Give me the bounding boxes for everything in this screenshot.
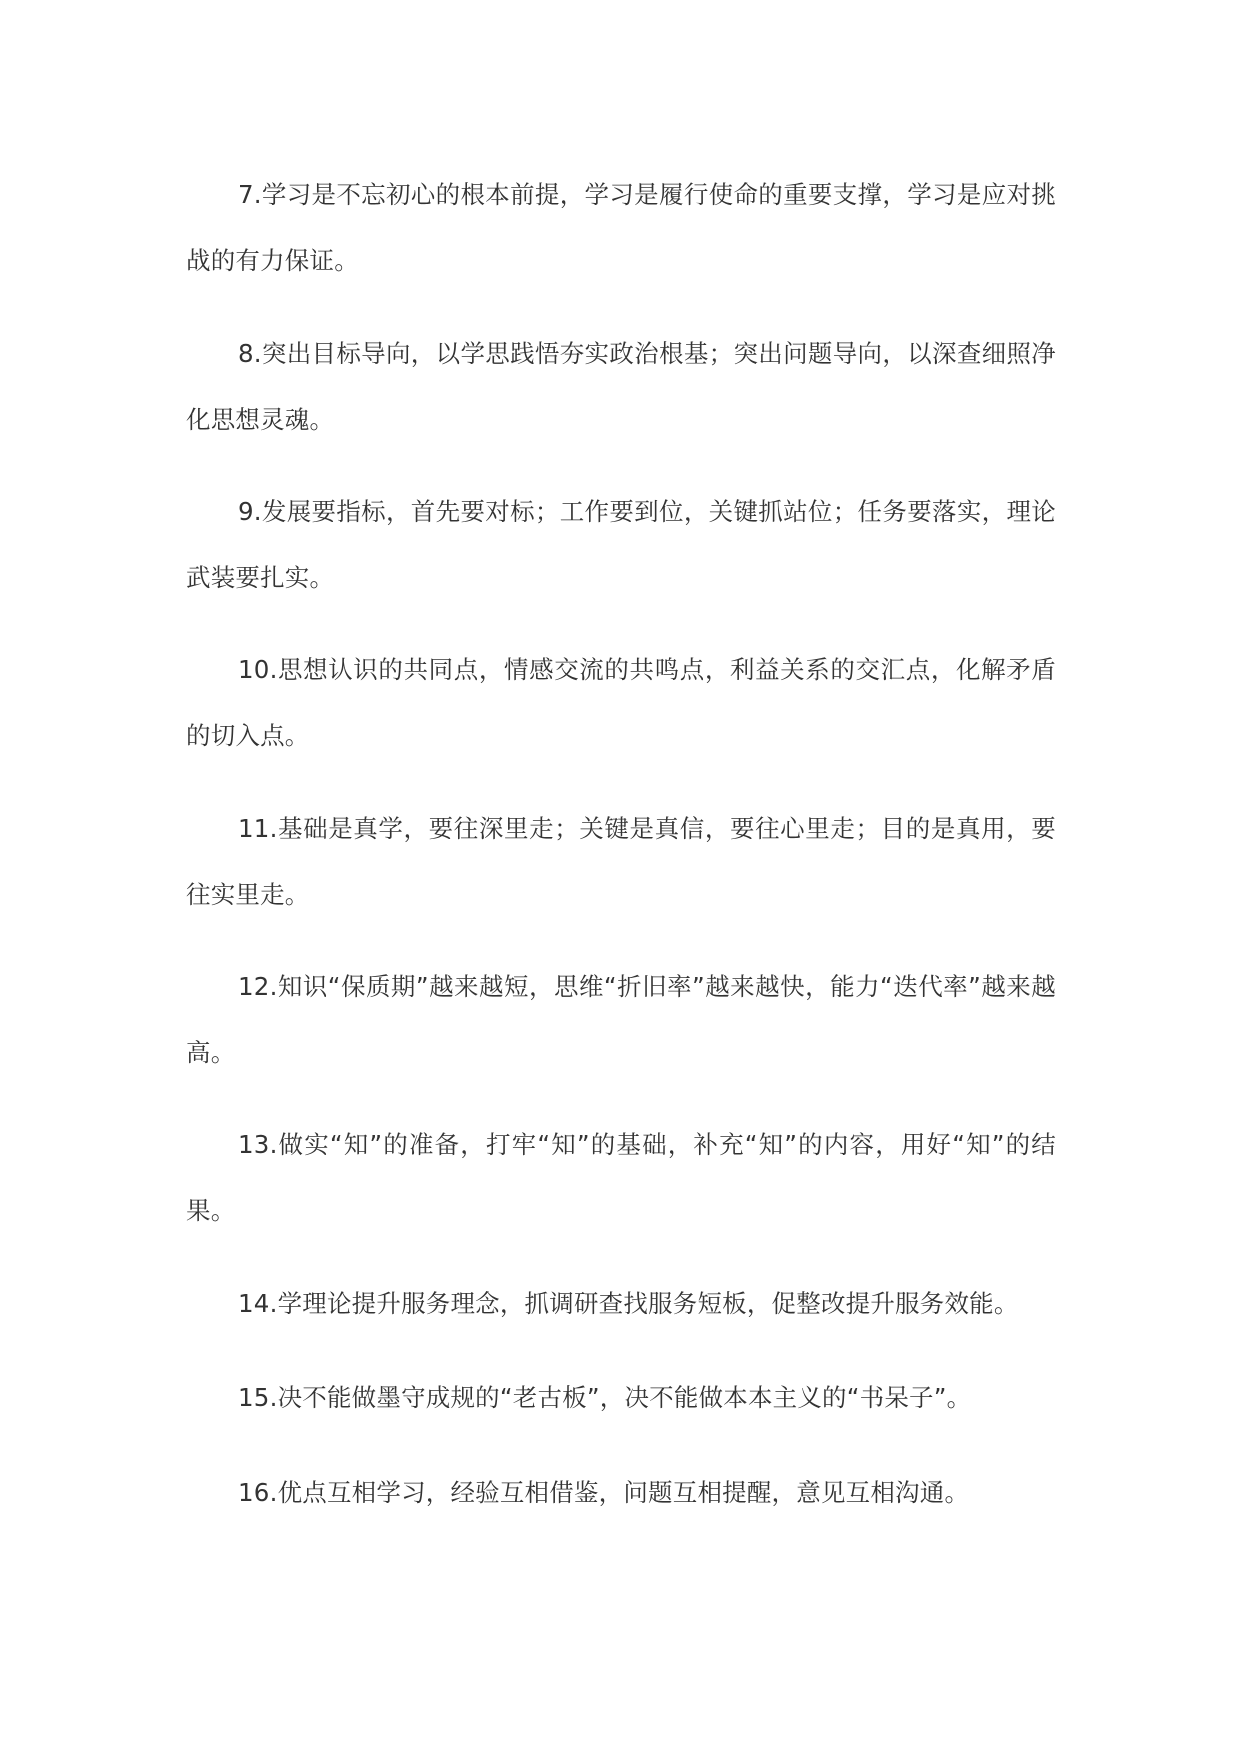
paragraph-item-15: 15.决不能做墨守成规的“老古板”，决不能做本本主义的“书呆子”。 (238, 1383, 972, 1412)
paragraph-item-10: 10.思想认识的共同点，情感交流的共鸣点，利益关系的交汇点，化解矛盾的切入点。 (186, 655, 1056, 750)
paragraph-item-11: 11.基础是真学，要往深里走；关键是真信，要往心里走；目的是真用，要往实里走。 (186, 814, 1056, 909)
paragraph-item-14: 14.学理论提升服务理念，抓调研查找服务短板，促整改提升服务效能。 (238, 1289, 1019, 1318)
paragraph-item-8: 8.突出目标导向，以学思践悟夯实政治根基；突出问题导向，以深查细照净化思想灵魂。 (186, 339, 1056, 434)
paragraph-item-16: 16.优点互相学习，经验互相借鉴，问题互相提醒，意见互相沟通。 (238, 1478, 970, 1507)
paragraph-item-7: 7.学习是不忘初心的根本前提，学习是履行使命的重要支撑，学习是应对挑战的有力保证。 (186, 180, 1056, 275)
paragraph-item-13: 13.做实“知”的准备，打牢“知”的基础，补充“知”的内容，用好“知”的结果。 (186, 1130, 1056, 1225)
paragraph-item-12: 12.知识“保质期”越来越短，思维“折旧率”越来越快，能力“迭代率”越来越高。 (186, 972, 1056, 1067)
paragraph-item-9: 9.发展要指标，首先要对标；工作要到位，关键抓站位；任务要落实，理论武装要扎实。 (186, 497, 1056, 592)
